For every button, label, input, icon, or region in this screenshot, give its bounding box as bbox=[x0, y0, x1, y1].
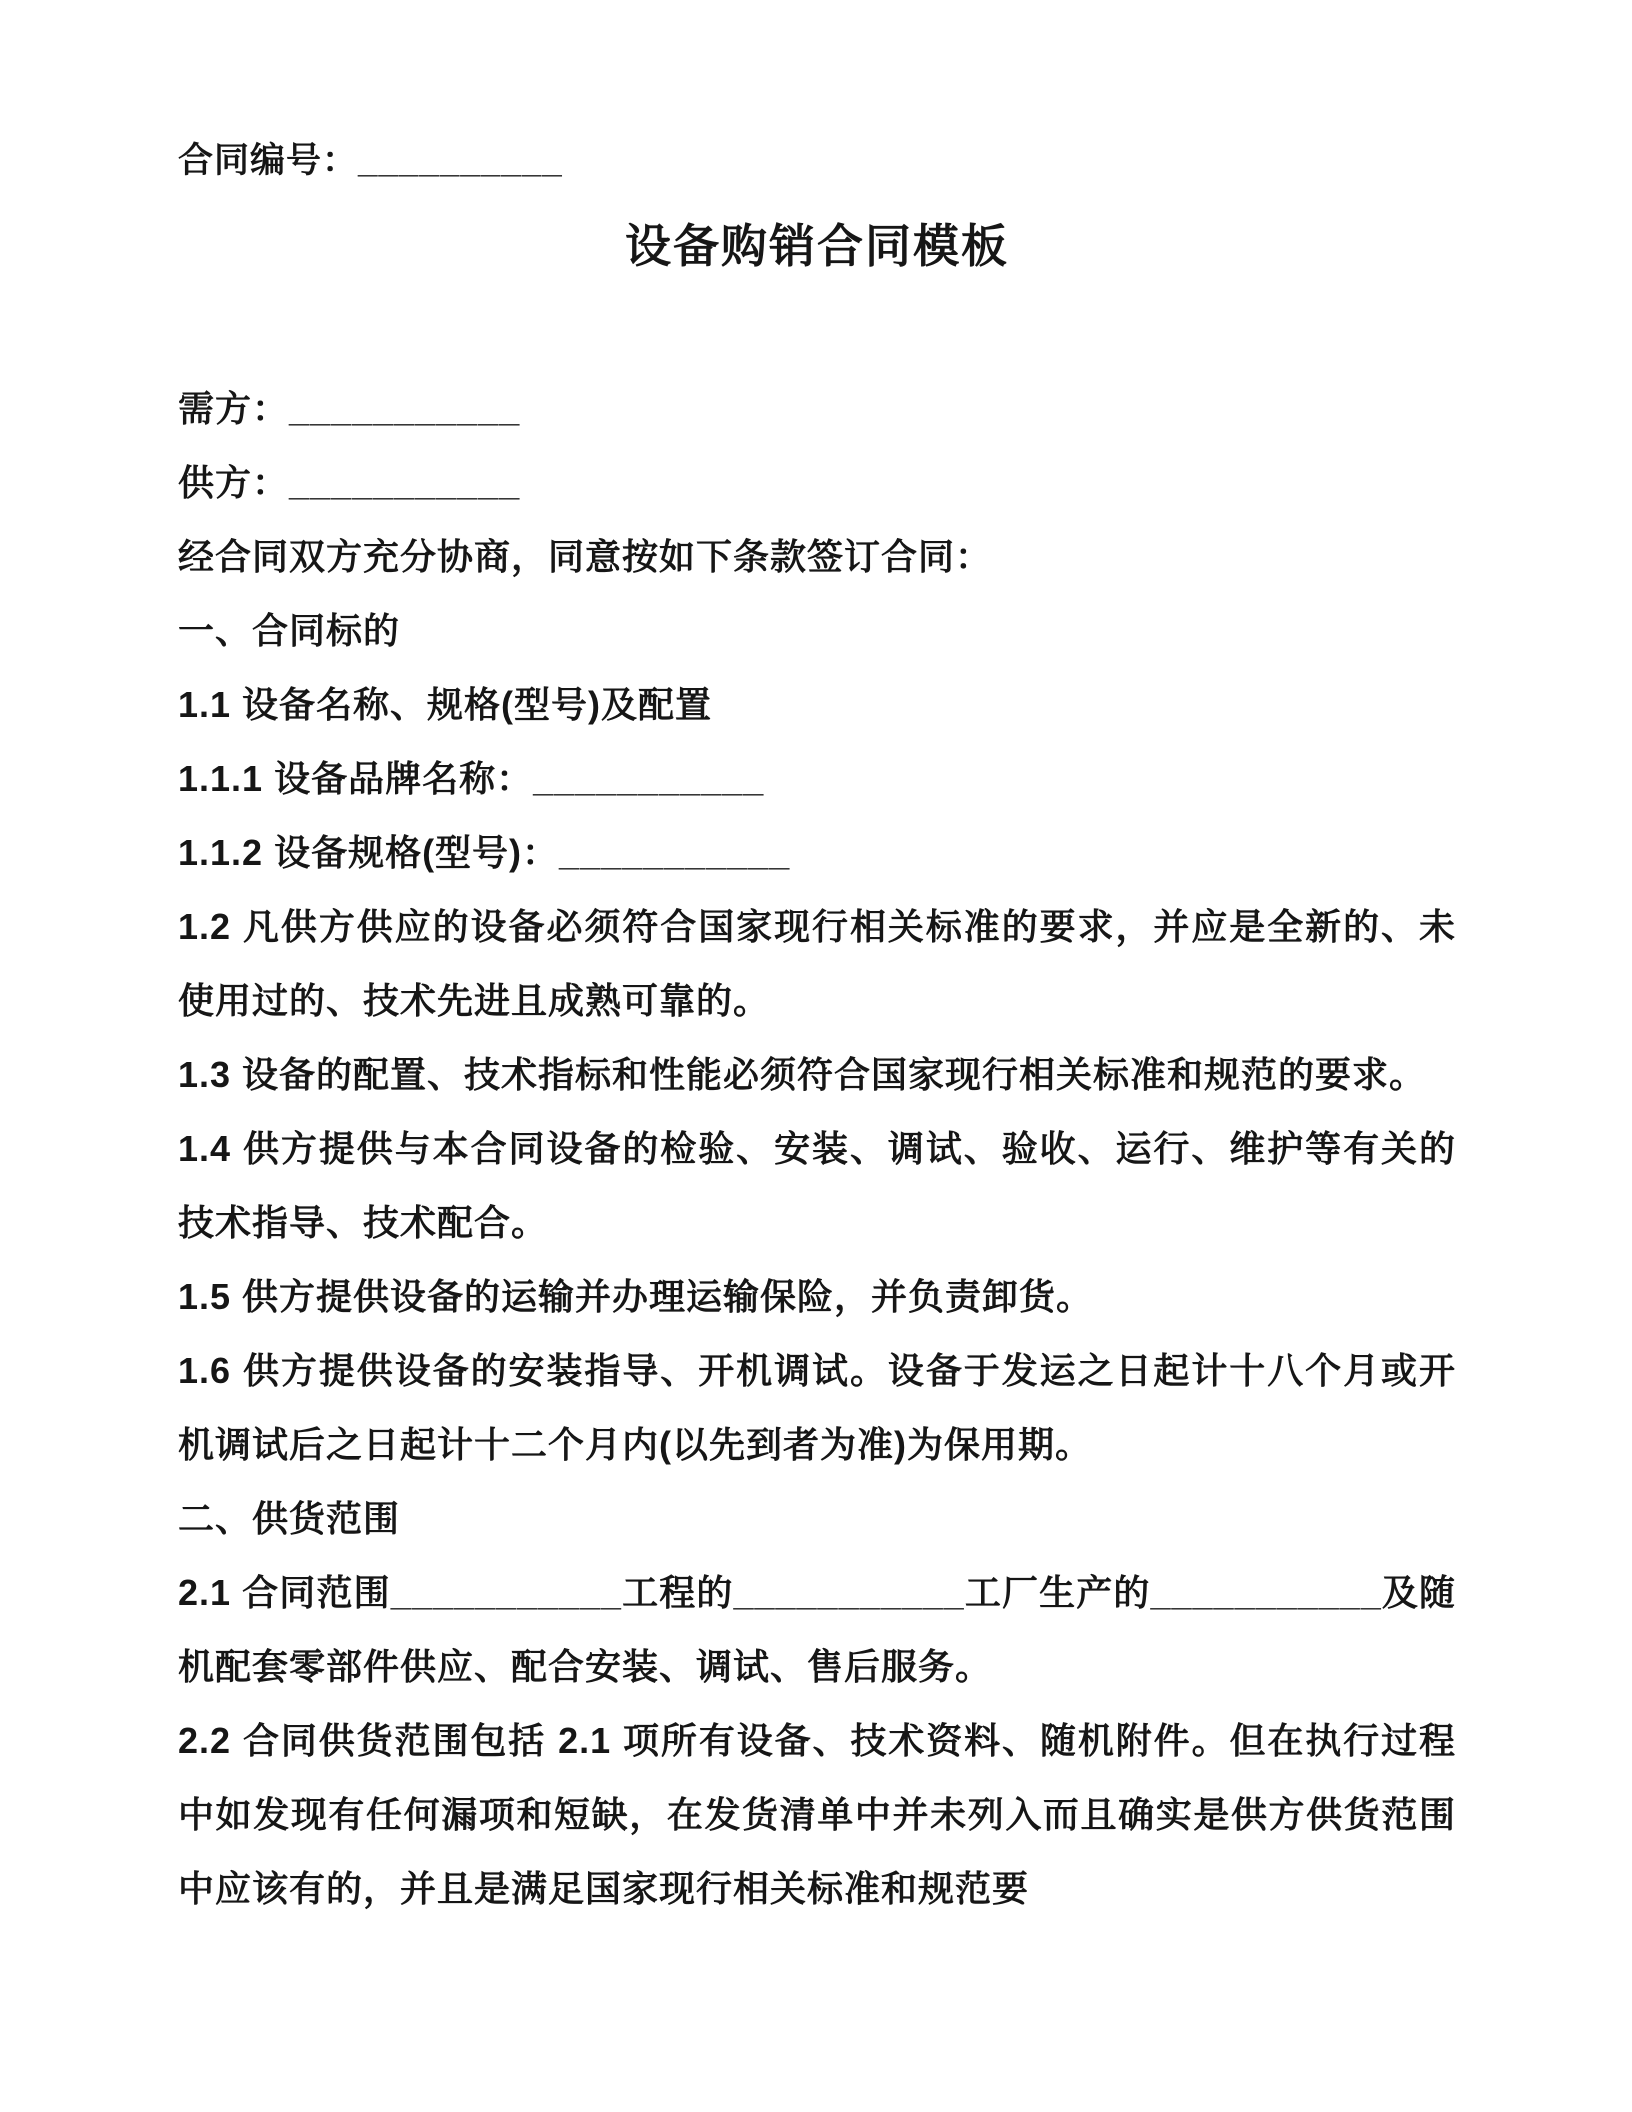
clause-2-2: 2.2 合同供货范围包括 2.1 项所有设备、技术资料、随机附件。但在执行过程中如发现有任何漏项和短缺，在发货清单中并未列入而且确实是供方供货范围中应该有的，并且是满足国家现行相关标准和规范要 bbox=[178, 1720, 1456, 1909]
clause-1-3: 1.3 设备的配置、技术指标和性能必须符合国家现行相关标准和规范的要求。 bbox=[178, 1054, 1427, 1095]
clause-1-6: 1.6 供方提供设备的安装指导、开机调试。设备于发运之日起计十八个月或开机调试后之日起计十二个月内(以先到者为准)为保用期。 bbox=[178, 1350, 1456, 1465]
preamble-line: 经合同双方充分协商，同意按如下条款签订合同： bbox=[178, 536, 993, 577]
clause-1-5: 1.5 供方提供设备的运输并办理运输保险，并负责卸货。 bbox=[178, 1276, 1094, 1317]
section-2-heading: 二、供货范围 bbox=[178, 1498, 401, 1539]
contract-number-line: 合同编号：__________ bbox=[178, 141, 563, 180]
clause-1-4: 1.4 供方提供与本合同设备的检验、安装、调试、验收、运行、维护等有关的技术指导、技术配合。 bbox=[178, 1128, 1456, 1243]
document-title: 设备购销合同模板 bbox=[625, 220, 1009, 272]
section-1-heading: 一、合同标的 bbox=[178, 610, 401, 651]
clause-1-1: 1.1 设备名称、规格(型号)及配置 bbox=[178, 684, 713, 725]
contract-body bbox=[178, 372, 1456, 1926]
clause-2-1: 2.1 合同范围___________工程的___________工厂生产的___________及随机配套零部件供应、配合安装、调试、售后服务。 bbox=[178, 1572, 1456, 1687]
clause-1-2: 1.2 凡供方供应的设备必须符合国家现行相关标准的要求，并应是全新的、未使用过的、技术先进且成熟可靠的。 bbox=[178, 906, 1456, 1021]
supplier-line: 供方：___________ bbox=[178, 462, 521, 503]
buyer-line: 需方：___________ bbox=[178, 388, 521, 429]
clause-1-1-1: 1.1.1 设备品牌名称：___________ bbox=[178, 758, 765, 799]
clause-1-1-2: 1.1.2 设备规格(型号)：___________ bbox=[178, 832, 791, 873]
